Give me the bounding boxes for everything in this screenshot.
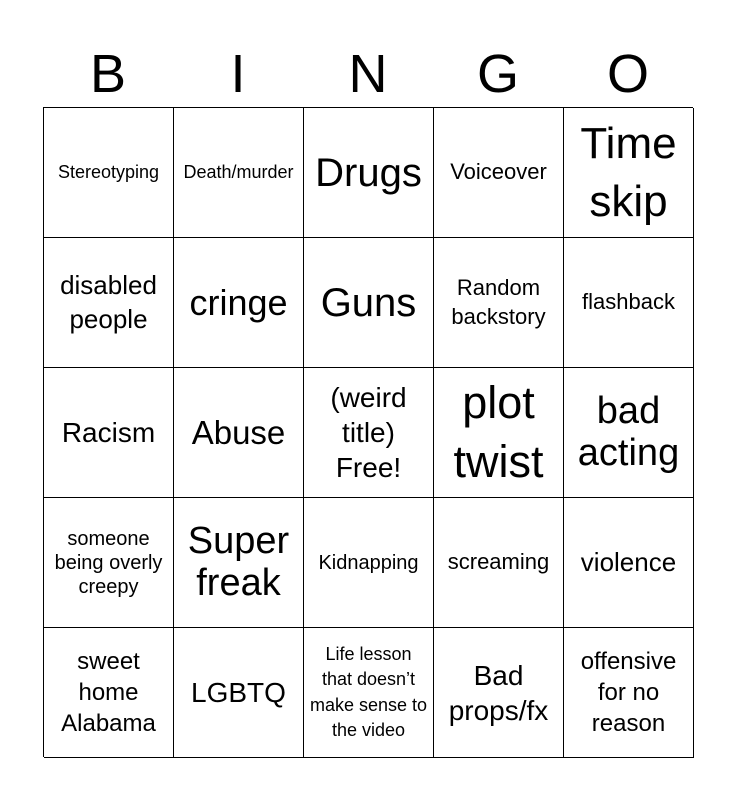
cell-label: plot twist bbox=[453, 377, 544, 487]
free-space-cell[interactable] bbox=[304, 368, 434, 498]
cell-label: violence bbox=[580, 546, 677, 577]
bingo-cell[interactable] bbox=[174, 368, 304, 498]
cell-label: someone being overly creepy bbox=[54, 527, 163, 598]
cell-label: Bad props/fx bbox=[448, 659, 549, 726]
cell-label: Abuse bbox=[191, 413, 286, 451]
bingo-cell[interactable] bbox=[304, 238, 434, 368]
cell-label: Drugs bbox=[315, 150, 422, 195]
bingo-cell[interactable] bbox=[44, 498, 174, 628]
header-letter-b: B bbox=[89, 44, 127, 104]
bingo-cell[interactable] bbox=[434, 368, 564, 498]
bingo-cell[interactable] bbox=[434, 238, 564, 368]
bingo-cell[interactable] bbox=[174, 108, 304, 238]
cell-label: disabled people bbox=[60, 269, 157, 334]
cell-label: sweet home Alabama bbox=[61, 647, 156, 738]
cell-label: screaming bbox=[447, 549, 550, 575]
bingo-cell[interactable] bbox=[564, 498, 694, 628]
bingo-cell[interactable] bbox=[44, 628, 174, 758]
bingo-cell[interactable] bbox=[44, 108, 174, 238]
bingo-cell[interactable] bbox=[434, 628, 564, 758]
bingo-board bbox=[43, 107, 693, 757]
cell-label: Voiceover bbox=[450, 159, 547, 185]
cell-label: Life lesson that doesn’t make sense to the video bbox=[309, 644, 428, 740]
bingo-cell[interactable] bbox=[434, 108, 564, 238]
cell-label: bad acting bbox=[577, 389, 680, 474]
cell-label: Random backstory bbox=[451, 274, 546, 329]
bingo-cell[interactable] bbox=[44, 368, 174, 498]
bingo-cell[interactable] bbox=[304, 628, 434, 758]
bingo-cell[interactable] bbox=[44, 238, 174, 368]
cell-label: cringe bbox=[189, 281, 288, 323]
cell-label: Stereotyping bbox=[57, 161, 160, 182]
bingo-cell[interactable] bbox=[304, 498, 434, 628]
bingo-cell[interactable] bbox=[564, 108, 694, 238]
header-letter-o: O bbox=[606, 44, 649, 104]
cell-label: offensive for no reason bbox=[580, 647, 677, 738]
bingo-cell[interactable] bbox=[564, 368, 694, 498]
cell-label: (weird title) Free! bbox=[330, 382, 407, 483]
bingo-cell[interactable] bbox=[564, 628, 694, 758]
cell-label: Death/murder bbox=[183, 161, 294, 182]
cell-label: Super freak bbox=[187, 519, 290, 604]
bingo-cell[interactable] bbox=[304, 108, 434, 238]
bingo-cell[interactable] bbox=[434, 498, 564, 628]
header-letter-g: G bbox=[476, 44, 519, 104]
header-letter-i: I bbox=[230, 44, 246, 104]
cell-label: Kidnapping bbox=[318, 551, 419, 574]
bingo-cell[interactable] bbox=[564, 238, 694, 368]
header-letter-n: N bbox=[348, 44, 388, 104]
bingo-cell[interactable] bbox=[174, 628, 304, 758]
bingo-header bbox=[43, 40, 693, 108]
cell-label: LGBTQ bbox=[191, 677, 286, 708]
cell-label: flashback bbox=[582, 289, 675, 315]
bingo-cell[interactable] bbox=[174, 498, 304, 628]
cell-label: Guns bbox=[320, 280, 417, 325]
bingo-cell[interactable] bbox=[174, 238, 304, 368]
cell-label: Racism bbox=[61, 417, 156, 448]
cell-label: Time skip bbox=[580, 119, 677, 226]
